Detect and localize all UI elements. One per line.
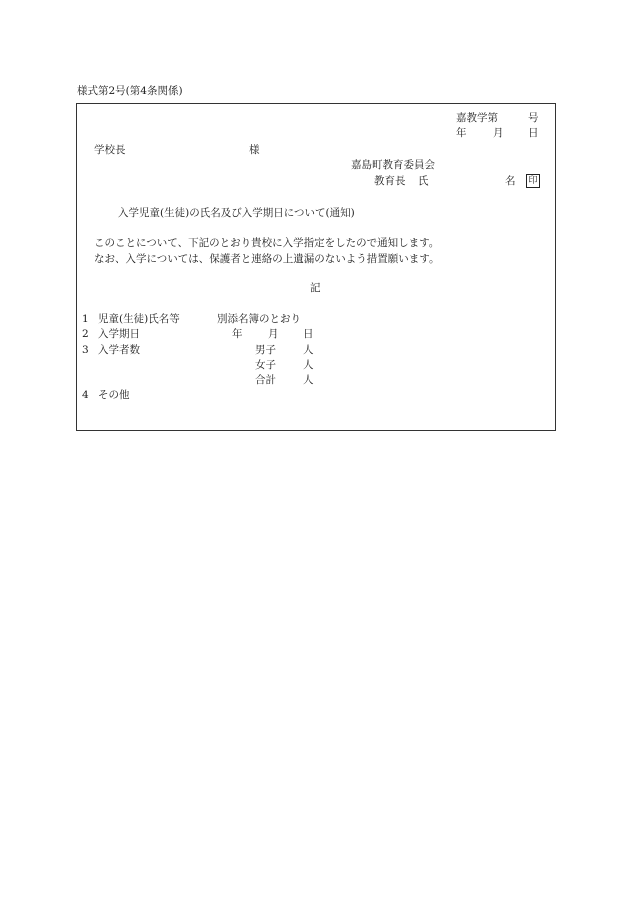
count-label-male: 男子 bbox=[255, 344, 276, 356]
body-line-1: このことについて、下記のとおり貴校に入学指定をしたので通知します。 bbox=[94, 237, 440, 249]
item-number: 1 bbox=[82, 313, 89, 325]
form-label: 様式第2号(第4条関係) bbox=[77, 85, 183, 97]
count-label-female: 女子 bbox=[255, 359, 276, 371]
addressee-honorific: 様 bbox=[249, 144, 260, 156]
count-unit-male: 人 bbox=[303, 344, 314, 356]
seal-mark: 印 bbox=[526, 174, 540, 188]
entry-date-month: 月 bbox=[268, 328, 279, 340]
item-number: 2 bbox=[82, 328, 89, 340]
item-label: 児童(生徒)氏名等 bbox=[98, 313, 180, 325]
count-unit-female: 人 bbox=[303, 359, 314, 371]
date-day: 日 bbox=[528, 127, 539, 139]
notice-form bbox=[76, 103, 556, 431]
item-value: 別添名簿のとおり bbox=[217, 313, 301, 325]
doc-number-org: 嘉教学第 bbox=[456, 112, 498, 124]
body-line-2: なお、入学については、保護者と連絡の上遺漏のないよう措置願います。 bbox=[94, 253, 440, 265]
sender-name-second: 名 bbox=[505, 175, 516, 187]
item-label: 入学者数 bbox=[98, 344, 140, 356]
subject-title: 入学児童(生徒)の氏名及び入学期日について(通知) bbox=[118, 207, 355, 219]
entry-date-year: 年 bbox=[232, 328, 243, 340]
item-number: 3 bbox=[82, 344, 89, 356]
doc-number-suffix: 号 bbox=[528, 112, 539, 124]
entry-date-day: 日 bbox=[303, 328, 314, 340]
item-number: 4 bbox=[82, 389, 89, 401]
item-label: 入学期日 bbox=[98, 328, 140, 340]
ki-heading: 記 bbox=[310, 282, 321, 294]
sender-position: 教育長 bbox=[374, 175, 406, 187]
sender-org: 嘉島町教育委員会 bbox=[351, 159, 435, 171]
date-month: 月 bbox=[493, 127, 504, 139]
date-year: 年 bbox=[456, 127, 467, 139]
item-label: その他 bbox=[98, 389, 130, 401]
addressee-title: 学校長 bbox=[94, 144, 126, 156]
sender-name-first: 氏 bbox=[418, 175, 429, 187]
count-label-total: 合計 bbox=[255, 374, 276, 386]
count-unit-total: 人 bbox=[303, 374, 314, 386]
